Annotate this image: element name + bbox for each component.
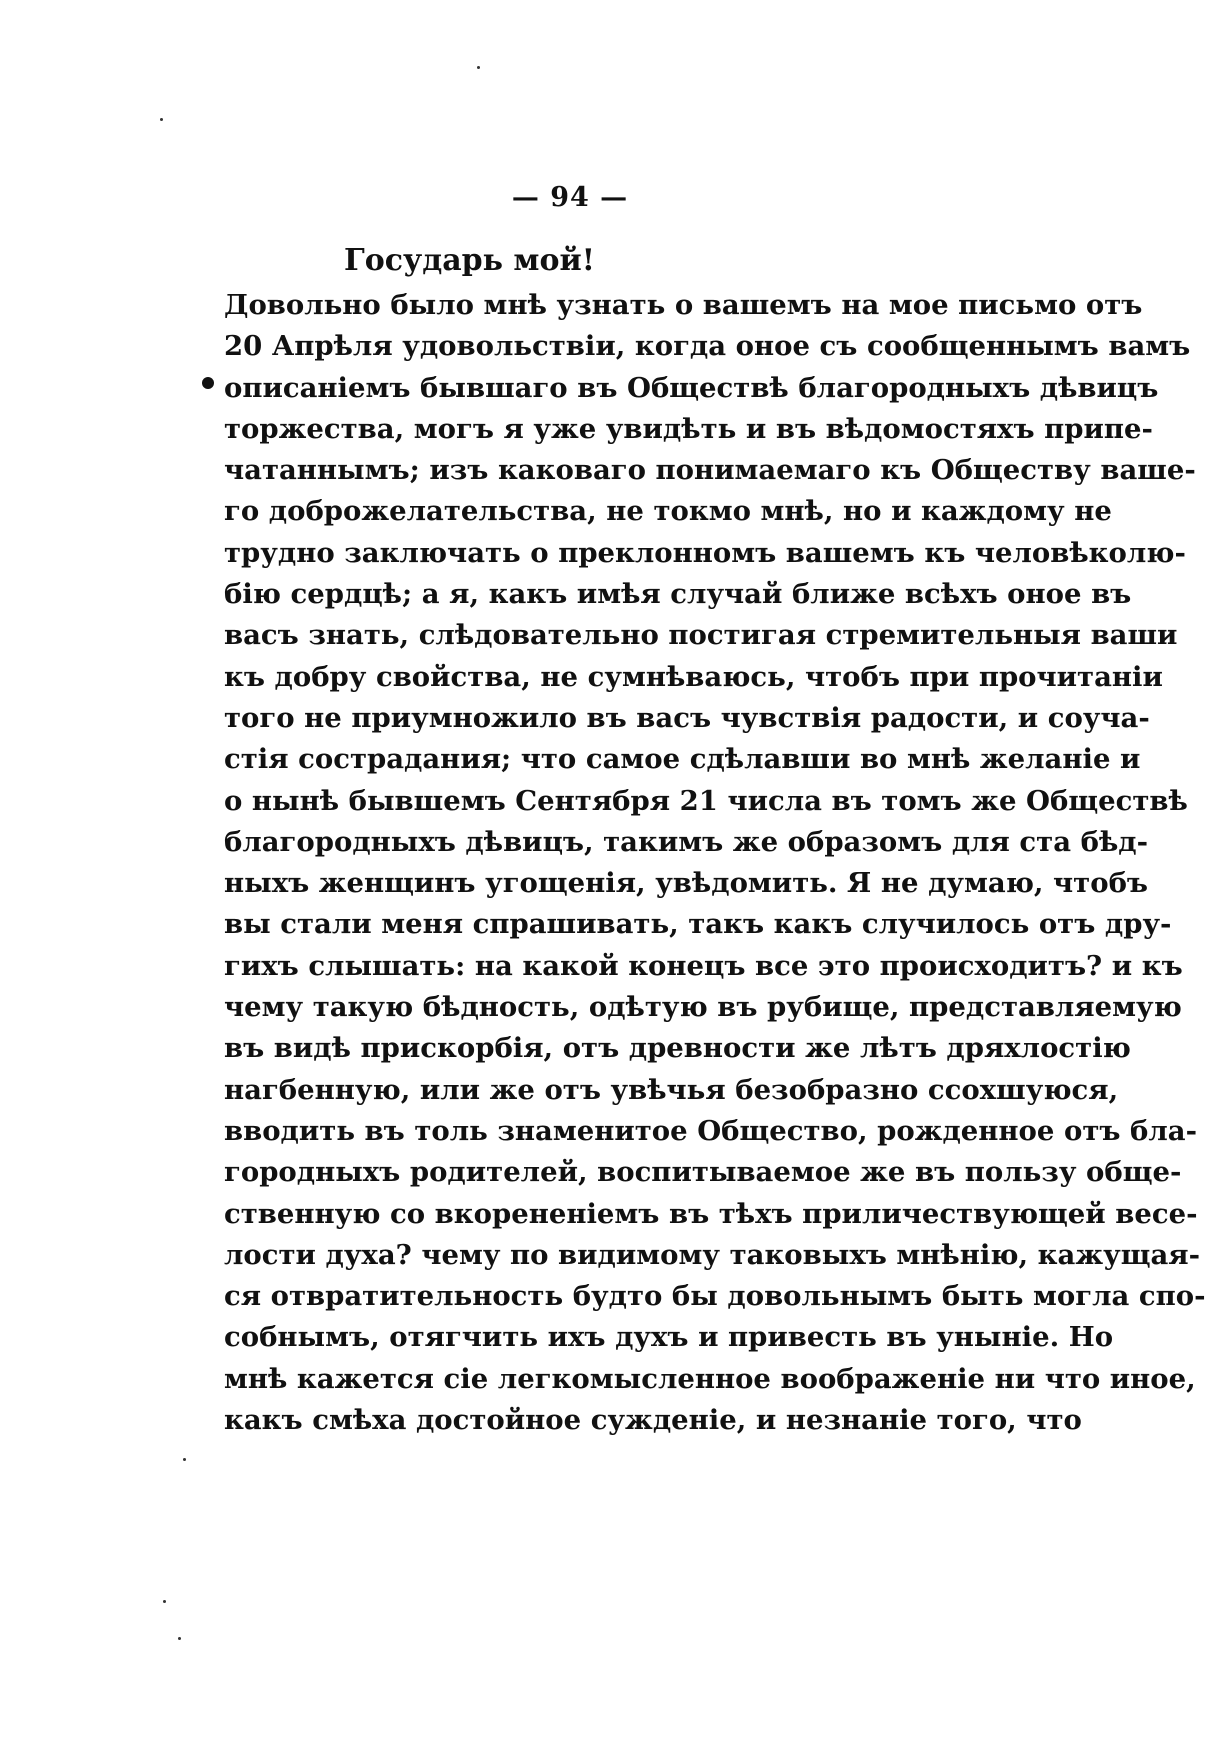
text-line: мнѣ кажется сіе легкомысленное воображеніе ни что иное, (224, 1362, 1196, 1395)
paper-speck (178, 1637, 181, 1640)
text-line: чатаннымъ; изъ каковаго понимаемаго къ Обществу ваше- (224, 454, 1196, 487)
text-line: ныхъ женщинъ угощенія, увѣдомить. Я не думаю, чтобъ (224, 867, 1149, 900)
margin-ink-dot (202, 377, 214, 389)
text-line: ся отвратительность будто бы довольнымъ быть могла спо- (224, 1280, 1206, 1313)
text-line: вводить въ толь знаменитое Общество, рожденное отъ бла- (224, 1114, 1197, 1147)
text-line: торжества, могъ я уже увидѣть и въ вѣдомостяхъ припе- (224, 412, 1153, 445)
paper-speck (163, 1600, 166, 1603)
text-line: Довольно было мнѣ узнать о вашемъ на мое письмо отъ (224, 289, 1143, 321)
text-line: благородныхъ дѣвицъ, такимъ же образомъ для ста бѣд- (224, 825, 1149, 858)
text-line: чему такую бѣдность, одѣтую въ рубище, представляемую (224, 991, 1182, 1024)
text-line: 20 Апрѣля удовольствіи, когда оное съ сообщеннымъ вамъ (224, 330, 1191, 363)
text-line: къ добру свойства, не сумнѣваюсь, чтобъ при прочитаніи (224, 660, 1163, 693)
text-line: го доброжелательства, не токмо мнѣ, но и каждому не (224, 495, 1112, 528)
text-line: о нынѣ бывшемъ Сентября 21 числа въ томъ же Обществѣ (224, 784, 1188, 817)
paper-speck (183, 1458, 186, 1461)
text-line: въ видѣ прискорбія, отъ древности же лѣтъ дряхлостію (224, 1032, 1131, 1065)
text-line: какъ смѣха достойное сужденіе, и незнаніе того, что (224, 1404, 1082, 1437)
text-line: вы стали меня спрашивать, такъ какъ случилось отъ дру- (224, 908, 1172, 941)
text-line: городныхъ родителей, воспитываемое же въ пользу обще- (224, 1156, 1182, 1189)
text-line: бію сердцѣ; а я, какъ имѣя случай ближе всѣхъ оное въ (224, 578, 1132, 611)
text-line: того не приумножило въ васъ чувствія радости, и соуча- (224, 701, 1150, 734)
page-number: — 94 — (511, 182, 629, 213)
text-line: ственную со вкорененіемъ въ тѣхъ приличествующей весе- (224, 1197, 1198, 1230)
paper-speck (477, 66, 480, 69)
text-line: васъ знать, слѣдовательно постигая стремительныя ваши (224, 619, 1178, 652)
text-line: описаніемъ бывшаго въ Обществѣ благородныхъ дѣвицъ (224, 371, 1159, 404)
text-line: нагбенную, или же отъ увѣчья безобразно ссохшуюся, (224, 1073, 1119, 1106)
text-line: лости духа? чему по видимому таковыхъ мнѣнію, кажущая- (224, 1238, 1201, 1271)
text-line: стія сострадания; что самое сдѣлавши во мнѣ желаніе и (224, 743, 1141, 776)
letter-body (224, 285, 1206, 1441)
paper-speck (160, 118, 163, 121)
text-line: трудно заключать о преклонномъ вашемъ къ человѣколю- (224, 536, 1186, 569)
text-line: гихъ слышать: на какой конецъ все это происходитъ? и къ (224, 949, 1183, 982)
salutation: Государь мой! (344, 243, 595, 278)
text-line: собнымъ, отягчить ихъ духъ и привесть въ уныніе. Но (224, 1321, 1114, 1354)
